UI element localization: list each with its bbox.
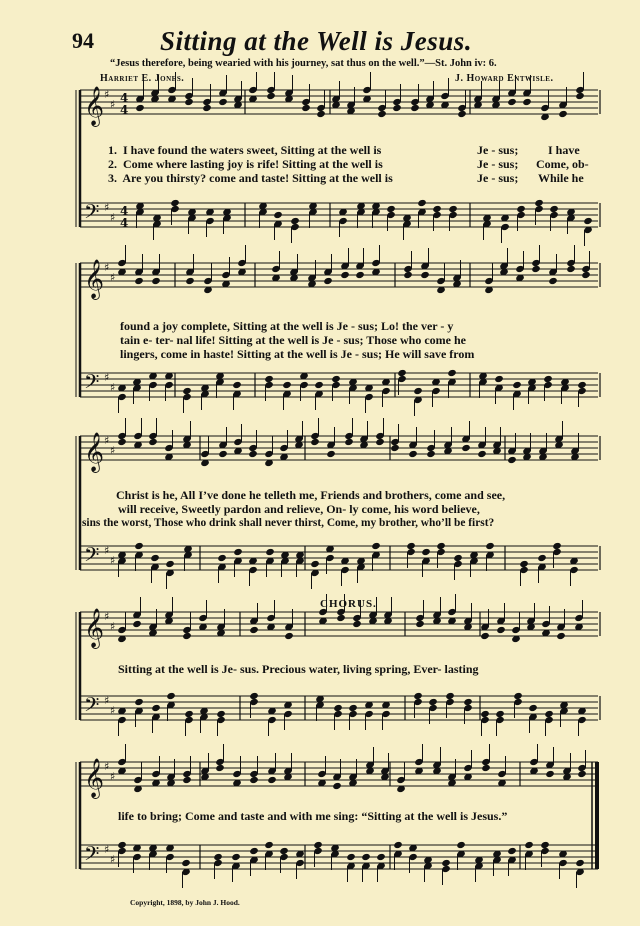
note-head xyxy=(182,632,192,640)
time-signature: 4 xyxy=(120,103,129,117)
verse-3-line-2: lingers, come in haste! Sitting at the well is Je - sus; He will save from xyxy=(120,347,475,361)
note-head xyxy=(181,859,191,867)
note-head xyxy=(316,110,326,118)
note-head xyxy=(215,764,225,772)
note-head xyxy=(184,98,194,106)
verse-3-jesus: Je - sus; xyxy=(477,171,519,185)
key-signature: ♯ xyxy=(104,760,110,773)
note-head xyxy=(410,104,420,112)
key-signature: ♯ xyxy=(104,694,110,707)
lyricist-credit: Harriet E. Jones. xyxy=(100,73,185,84)
note-head xyxy=(481,764,491,772)
note-head xyxy=(249,626,259,634)
composer-credit: J. Howard Entwisle. xyxy=(455,73,554,84)
note-head xyxy=(332,782,342,790)
page-number: 94 xyxy=(72,28,94,53)
note-head xyxy=(284,632,294,640)
note-head xyxy=(413,387,423,395)
note-head xyxy=(166,692,176,700)
note-head xyxy=(134,698,144,706)
note-head xyxy=(326,450,336,458)
note-head xyxy=(151,704,161,712)
note-head xyxy=(202,104,212,112)
note-head xyxy=(461,444,471,452)
note-head xyxy=(248,450,258,458)
chorus-line-1: Sitting at the well is Je- sus. Precious water, living spring, Ever- lasting xyxy=(118,662,479,676)
copyright-notice: Copyright, 1898, by John J. Hood. xyxy=(130,898,240,907)
note-head xyxy=(132,620,142,628)
clef-symbol: 𝄢 xyxy=(84,543,100,571)
note-head xyxy=(524,841,534,849)
clef-symbol: 𝄞 xyxy=(84,259,105,299)
key-signature: ♯ xyxy=(110,444,116,457)
note-head xyxy=(415,620,425,628)
note-head xyxy=(507,847,517,855)
key-signature: ♯ xyxy=(104,843,110,856)
note-head xyxy=(575,92,585,100)
note-head xyxy=(273,211,283,219)
note-head xyxy=(218,98,228,106)
note-head xyxy=(134,277,144,285)
note-head xyxy=(393,841,403,849)
note-head xyxy=(218,450,228,458)
verse-2-pickup: Come, ob- xyxy=(536,157,589,171)
key-signature: ♯ xyxy=(110,211,116,224)
note-head xyxy=(117,438,127,446)
note-head xyxy=(522,98,532,106)
note-head xyxy=(575,859,585,867)
note-head xyxy=(577,770,587,778)
note-head xyxy=(165,560,175,568)
note-head xyxy=(376,853,386,861)
note-head xyxy=(232,381,242,389)
note-head xyxy=(375,438,385,446)
note-head xyxy=(528,704,538,712)
note-head xyxy=(361,853,371,861)
note-head xyxy=(485,542,495,550)
verse-1-line-3: Christ is he, All I’ve done he telleth me, Friends and brothers, come and see, xyxy=(116,488,506,502)
note-head xyxy=(392,104,402,112)
note-head xyxy=(457,110,467,118)
note-head xyxy=(531,265,541,273)
note-head xyxy=(403,271,413,279)
note-head xyxy=(151,277,161,285)
note-head xyxy=(310,438,320,446)
note-head xyxy=(233,548,243,556)
note-head xyxy=(371,542,381,550)
key-signature: ♯ xyxy=(104,88,110,101)
note-head xyxy=(249,847,259,855)
chorus-line-2: life to bring; Come and taste and with me sing: “Sitting at the well is Jesus.” xyxy=(118,809,508,823)
note-head xyxy=(494,375,504,383)
key-signature: ♯ xyxy=(104,261,110,274)
note-head xyxy=(512,381,522,389)
clef-symbol: 𝄢 xyxy=(84,693,100,721)
note-head xyxy=(323,277,333,285)
note-head xyxy=(417,199,427,207)
verse-3-line-1: 3. Are you thirsty? come and taste! Sitting at the well is xyxy=(108,171,393,185)
note-head xyxy=(182,776,192,784)
note-head xyxy=(426,450,436,458)
verse-2-line-3: will receive, Sweetly pardon and relieve, On- ly come, his word believe, xyxy=(118,502,480,516)
note-head xyxy=(566,265,576,273)
hymn-title: Sitting at the Well is Jesus. xyxy=(160,26,473,56)
note-head xyxy=(301,104,311,112)
note-head xyxy=(135,104,145,112)
note-head xyxy=(390,444,400,452)
verse-2-line-2: tain e- ter- nal life! Sitting at the well is Je - sus; Those who come he xyxy=(120,333,466,347)
key-signature: ♯ xyxy=(110,853,116,866)
key-signature: ♯ xyxy=(104,610,110,623)
note-head xyxy=(148,438,158,446)
key-signature: ♯ xyxy=(110,271,116,284)
note-head xyxy=(346,853,356,861)
note-head xyxy=(480,632,490,640)
note-head xyxy=(556,632,566,640)
key-signature: ♯ xyxy=(110,620,116,633)
note-head xyxy=(558,110,568,118)
note-head xyxy=(496,626,506,634)
note-head xyxy=(420,271,430,279)
note-head xyxy=(377,110,387,118)
note-head xyxy=(249,776,259,784)
verse-1-line-2: found a joy complete, Sitting at the well is Je - sus; Lo! the ver - y xyxy=(120,319,454,333)
verse-1-pickup: I have xyxy=(548,143,580,157)
note-head xyxy=(421,548,431,556)
note-head xyxy=(477,450,487,458)
verse-3-pickup: While he xyxy=(538,171,584,185)
key-signature: ♯ xyxy=(110,554,116,567)
note-head xyxy=(355,271,365,279)
note-head xyxy=(581,271,591,279)
note-head xyxy=(264,841,274,849)
key-signature: ♯ xyxy=(104,434,110,447)
note-head xyxy=(344,438,354,446)
clef-symbol: 𝄢 xyxy=(84,370,100,398)
note-head xyxy=(408,450,418,458)
note-head xyxy=(537,554,547,562)
clef-symbol: 𝄞 xyxy=(84,86,105,126)
clef-symbol: 𝄞 xyxy=(84,758,105,798)
verse-2-jesus: Je - sus; xyxy=(477,157,519,171)
note-head xyxy=(134,542,144,550)
note-head xyxy=(310,560,320,568)
key-signature: ♯ xyxy=(110,770,116,783)
time-signature: 4 xyxy=(120,204,129,218)
note-head xyxy=(340,271,350,279)
key-signature: ♯ xyxy=(104,201,110,214)
note-head xyxy=(282,381,292,389)
clef-symbol: 𝄢 xyxy=(84,200,100,228)
scripture-epigraph: “Jesus therefore, being wearied with his journey, sat thus on the well.”—St. John iv: 6. xyxy=(110,58,497,69)
verse-1-jesus: Je - sus; xyxy=(477,143,519,157)
note-head xyxy=(185,277,195,285)
note-head xyxy=(150,554,160,562)
note-head xyxy=(267,776,277,784)
clef-symbol: 𝄞 xyxy=(84,608,105,648)
key-signature: ♯ xyxy=(104,371,110,384)
chorus-label: CHORUS. xyxy=(320,598,377,610)
note-head xyxy=(545,770,555,778)
note-head xyxy=(231,853,241,861)
note-head xyxy=(265,548,275,556)
clef-symbol: 𝄢 xyxy=(84,842,100,870)
verse-1-line-1: 1. I have found the waters sweet, Sitting at the well is xyxy=(108,143,382,157)
note-head xyxy=(507,98,517,106)
note-head xyxy=(507,456,517,464)
key-signature: ♯ xyxy=(104,544,110,557)
verse-2-line-1: 2. Come where lasting joy is rife! Sitting at the well is xyxy=(108,157,383,171)
note-head xyxy=(217,554,227,562)
key-signature: ♯ xyxy=(110,98,116,111)
verse-3-line-3: sins the worst, Those who drink shall never thirst, Come, my brother, who’ll be first? xyxy=(82,517,495,529)
note-head xyxy=(583,217,593,225)
key-signature: ♯ xyxy=(110,381,116,394)
note-head xyxy=(336,614,346,622)
time-signature: 4 xyxy=(120,216,129,230)
note-head xyxy=(447,369,457,377)
note-head xyxy=(456,841,466,849)
note-head xyxy=(352,620,362,628)
note-head xyxy=(548,277,558,285)
note-head xyxy=(314,381,324,389)
clef-symbol: 𝄞 xyxy=(84,432,105,472)
time-signature: 4 xyxy=(120,91,129,105)
key-signature: ♯ xyxy=(110,704,116,717)
note-head xyxy=(266,92,276,100)
